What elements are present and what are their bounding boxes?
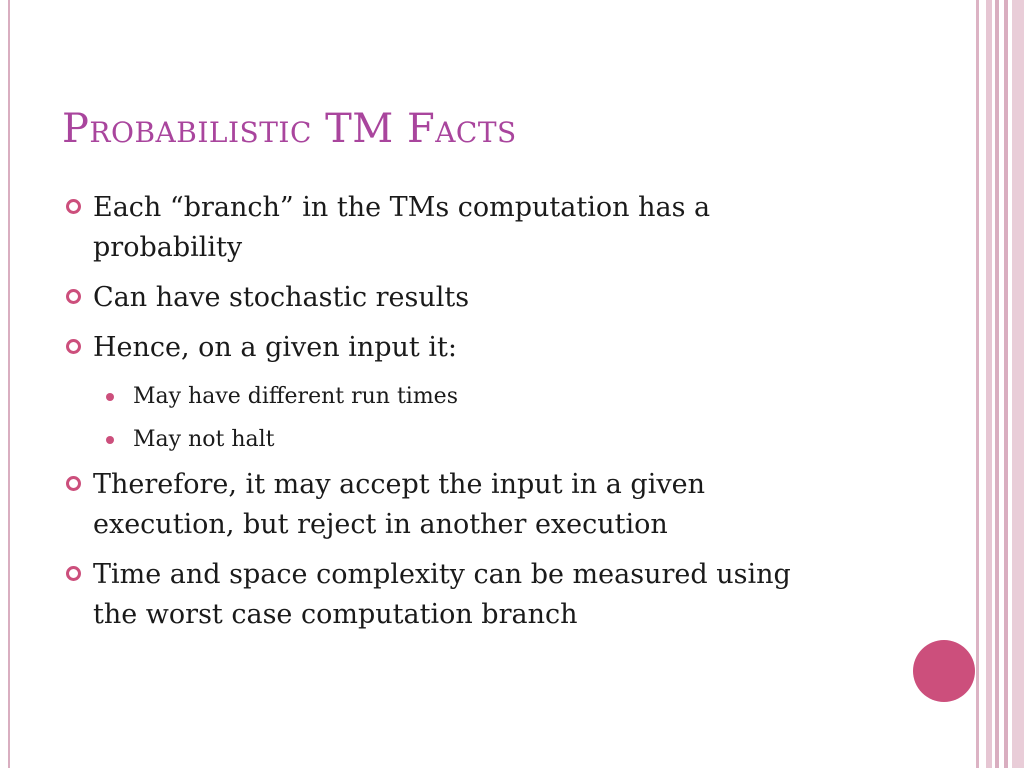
sub-bullet-text: May not halt (133, 427, 275, 452)
bullet-text: Time and space complexity can be measured using the worst case computation branch (93, 559, 791, 630)
bullet-text: Each “branch” in the TMs computation has a probability (93, 192, 711, 263)
right-decorative-stripe (995, 0, 999, 768)
bullet-item (62, 555, 822, 635)
dot-bullet-icon (106, 393, 114, 401)
ring-bullet-icon (66, 199, 81, 214)
right-decorative-stripe (976, 0, 979, 768)
sub-bullet-item (102, 421, 822, 459)
ring-bullet-icon (66, 339, 81, 354)
sub-bullet-item (102, 378, 822, 416)
ring-bullet-icon (66, 289, 81, 304)
left-decorative-rule (8, 0, 10, 768)
dot-bullet-icon (106, 436, 114, 444)
bullet-item (62, 188, 822, 268)
ring-bullet-icon (66, 566, 81, 581)
bullet-item (62, 465, 822, 545)
bullet-text: Hence, on a given input it: (93, 332, 457, 363)
ring-bullet-icon (66, 476, 81, 491)
sub-bullet-text: May have different run times (133, 384, 458, 409)
right-decorative-stripe (1012, 0, 1024, 768)
bullet-item (62, 278, 822, 318)
bullet-item (62, 328, 822, 368)
slide-title: Probabilistic TM Facts (62, 106, 517, 152)
right-decorative-stripe (1004, 0, 1008, 768)
bullet-text: Can have stochastic results (93, 282, 470, 313)
bullet-text: Therefore, it may accept the input in a given execution, but reject in another execution (93, 469, 705, 540)
decorative-circle (913, 640, 975, 702)
bullet-list (62, 188, 822, 645)
right-decorative-stripe (986, 0, 992, 768)
